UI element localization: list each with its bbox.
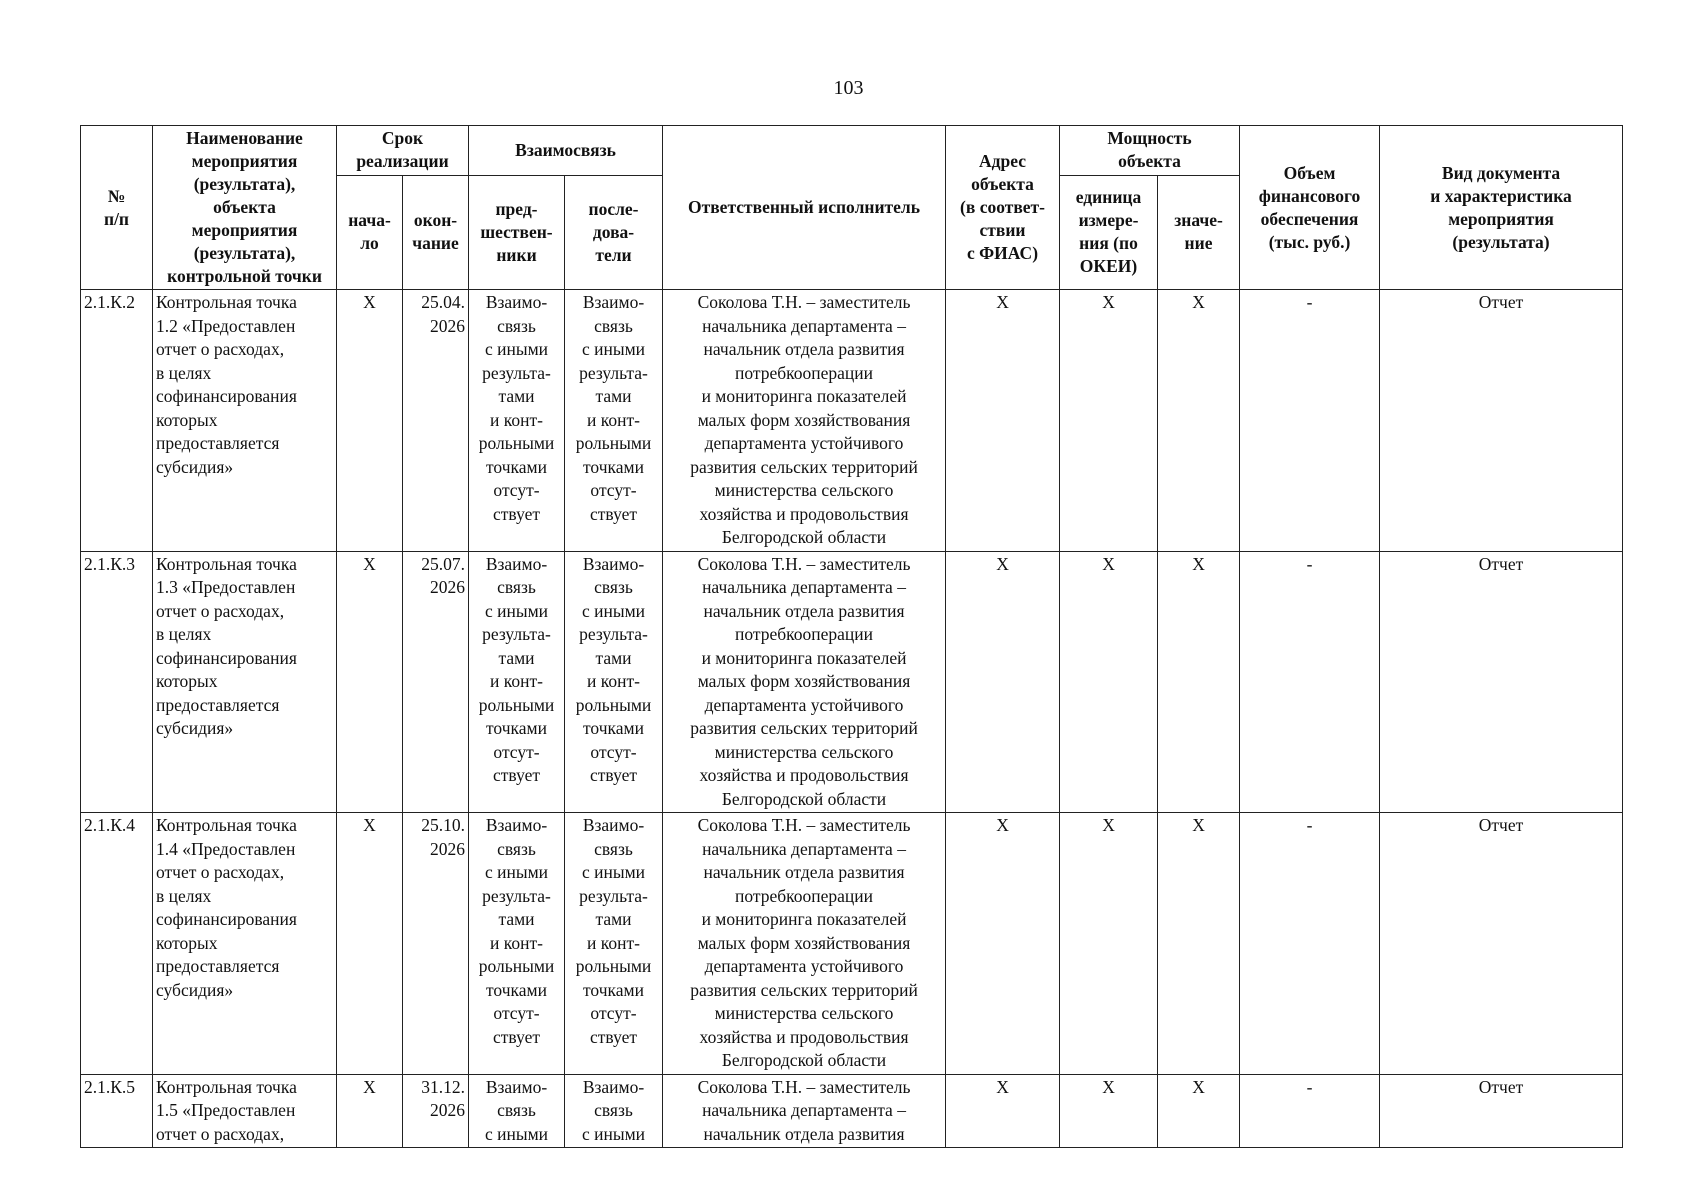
cell-start: Х (337, 551, 403, 813)
cell-doc: Отчет (1380, 1074, 1623, 1148)
header-name: Наименование мероприятия (результата), объекта мероприятия (результата), контрольной точки (153, 126, 337, 290)
cell-unit: Х (1060, 813, 1158, 1075)
cell-value: Х (1158, 290, 1240, 552)
cell-doc: Отчет (1380, 290, 1623, 552)
cell-doc: Отчет (1380, 551, 1623, 813)
cell-address: Х (946, 813, 1060, 1075)
cell-next: Взаимо- связь с иными (565, 1074, 663, 1148)
cell-prev: Взаимо- связь с иными результа- тами и конт- рольными точками отсут- ствует (469, 813, 565, 1075)
header-doc-type: Вид документа и характеристика мероприятия (результата) (1380, 126, 1623, 290)
header-num: № п/п (81, 126, 153, 290)
page-number: 103 (833, 77, 864, 99)
cell-responsible: Соколова Т.Н. – заместитель начальника департамента – начальник отдела развития потребкооперации и мониторинга показателей малых форм хозяйствования департамента устойчивого развития сельских территорий министерства сельского хозяйства и продовольствия Белгородской области (663, 290, 946, 552)
header-capacity-value: значе- ние (1158, 175, 1240, 289)
cell-start: Х (337, 290, 403, 552)
cell-finance: - (1240, 1074, 1380, 1148)
header-relation-prev: пред- шествен- ники (469, 175, 565, 289)
cell-address: Х (946, 290, 1060, 552)
cell-responsible: Соколова Т.Н. – заместитель начальника департамента – начальник отдела развития (663, 1074, 946, 1148)
header-finance: Объем финансового обеспечения (тыс. руб.) (1240, 126, 1380, 290)
cell-prev: Взаимо- связь с иными (469, 1074, 565, 1148)
cell-responsible: Соколова Т.Н. – заместитель начальника департамента – начальник отдела развития потребкооперации и мониторинга показателей малых форм хозяйствования департамента устойчивого развития сельских территорий министерства сельского хозяйства и продовольствия Белгородской области (663, 813, 946, 1075)
cell-value: Х (1158, 1074, 1240, 1148)
cell-end: 25.04. 2026 (403, 290, 469, 552)
cell-value: Х (1158, 551, 1240, 813)
cell-next: Взаимо- связь с иными результа- тами и конт- рольными точками отсут- ствует (565, 290, 663, 552)
cell-finance: - (1240, 551, 1380, 813)
cell-end: 25.07. 2026 (403, 551, 469, 813)
cell-end: 25.10. 2026 (403, 813, 469, 1075)
header-relation: Взаимосвязь (469, 126, 663, 176)
header-term-end: окон- чание (403, 175, 469, 289)
cell-num: 2.1.К.4 (81, 813, 153, 1075)
cell-name: Контрольная точка 1.3 «Предоставлен отчет о расходах, в целях софинансирования которых предоставляется субсидия» (153, 551, 337, 813)
cell-num: 2.1.К.3 (81, 551, 153, 813)
cell-name: Контрольная точка 1.2 «Предоставлен отчет о расходах, в целях софинансирования которых предоставляется субсидия» (153, 290, 337, 552)
cell-finance: - (1240, 813, 1380, 1075)
cell-start: Х (337, 813, 403, 1075)
header-capacity: Мощность объекта (1060, 126, 1240, 176)
cell-address: Х (946, 1074, 1060, 1148)
schedule-table (80, 125, 1623, 1148)
cell-name: Контрольная точка 1.4 «Предоставлен отчет о расходах, в целях софинансирования которых предоставляется субсидия» (153, 813, 337, 1075)
table-row (81, 551, 1623, 813)
header-responsible: Ответственный исполнитель (663, 126, 946, 290)
cell-value: Х (1158, 813, 1240, 1075)
cell-prev: Взаимо- связь с иными результа- тами и конт- рольными точками отсут- ствует (469, 290, 565, 552)
header-relation-next: после- дова- тели (565, 175, 663, 289)
header-address: Адрес объекта (в соответ- ствии с ФИАС) (946, 126, 1060, 290)
cell-responsible: Соколова Т.Н. – заместитель начальника департамента – начальник отдела развития потребкооперации и мониторинга показателей малых форм хозяйствования департамента устойчивого развития сельских территорий министерства сельского хозяйства и продовольствия Белгородской области (663, 551, 946, 813)
cell-prev: Взаимо- связь с иными результа- тами и конт- рольными точками отсут- ствует (469, 551, 565, 813)
cell-end: 31.12. 2026 (403, 1074, 469, 1148)
cell-finance: - (1240, 290, 1380, 552)
table-row (81, 1074, 1623, 1148)
cell-unit: Х (1060, 551, 1158, 813)
header-capacity-unit: единица измере- ния (по ОКЕИ) (1060, 175, 1158, 289)
table-row (81, 813, 1623, 1075)
cell-address: Х (946, 551, 1060, 813)
cell-num: 2.1.К.5 (81, 1074, 153, 1148)
cell-start: Х (337, 1074, 403, 1148)
cell-unit: Х (1060, 290, 1158, 552)
cell-unit: Х (1060, 1074, 1158, 1148)
cell-next: Взаимо- связь с иными результа- тами и конт- рольными точками отсут- ствует (565, 813, 663, 1075)
table-row (81, 290, 1623, 552)
cell-doc: Отчет (1380, 813, 1623, 1075)
cell-name: Контрольная точка 1.5 «Предоставлен отчет о расходах, (153, 1074, 337, 1148)
header-term-start: нача- ло (337, 175, 403, 289)
table-body (81, 290, 1623, 1148)
schedule-table-wrapper (80, 125, 1622, 1148)
header-term: Срок реализации (337, 126, 469, 176)
cell-num: 2.1.К.2 (81, 290, 153, 552)
table-header (81, 126, 1623, 290)
cell-next: Взаимо- связь с иными результа- тами и конт- рольными точками отсут- ствует (565, 551, 663, 813)
